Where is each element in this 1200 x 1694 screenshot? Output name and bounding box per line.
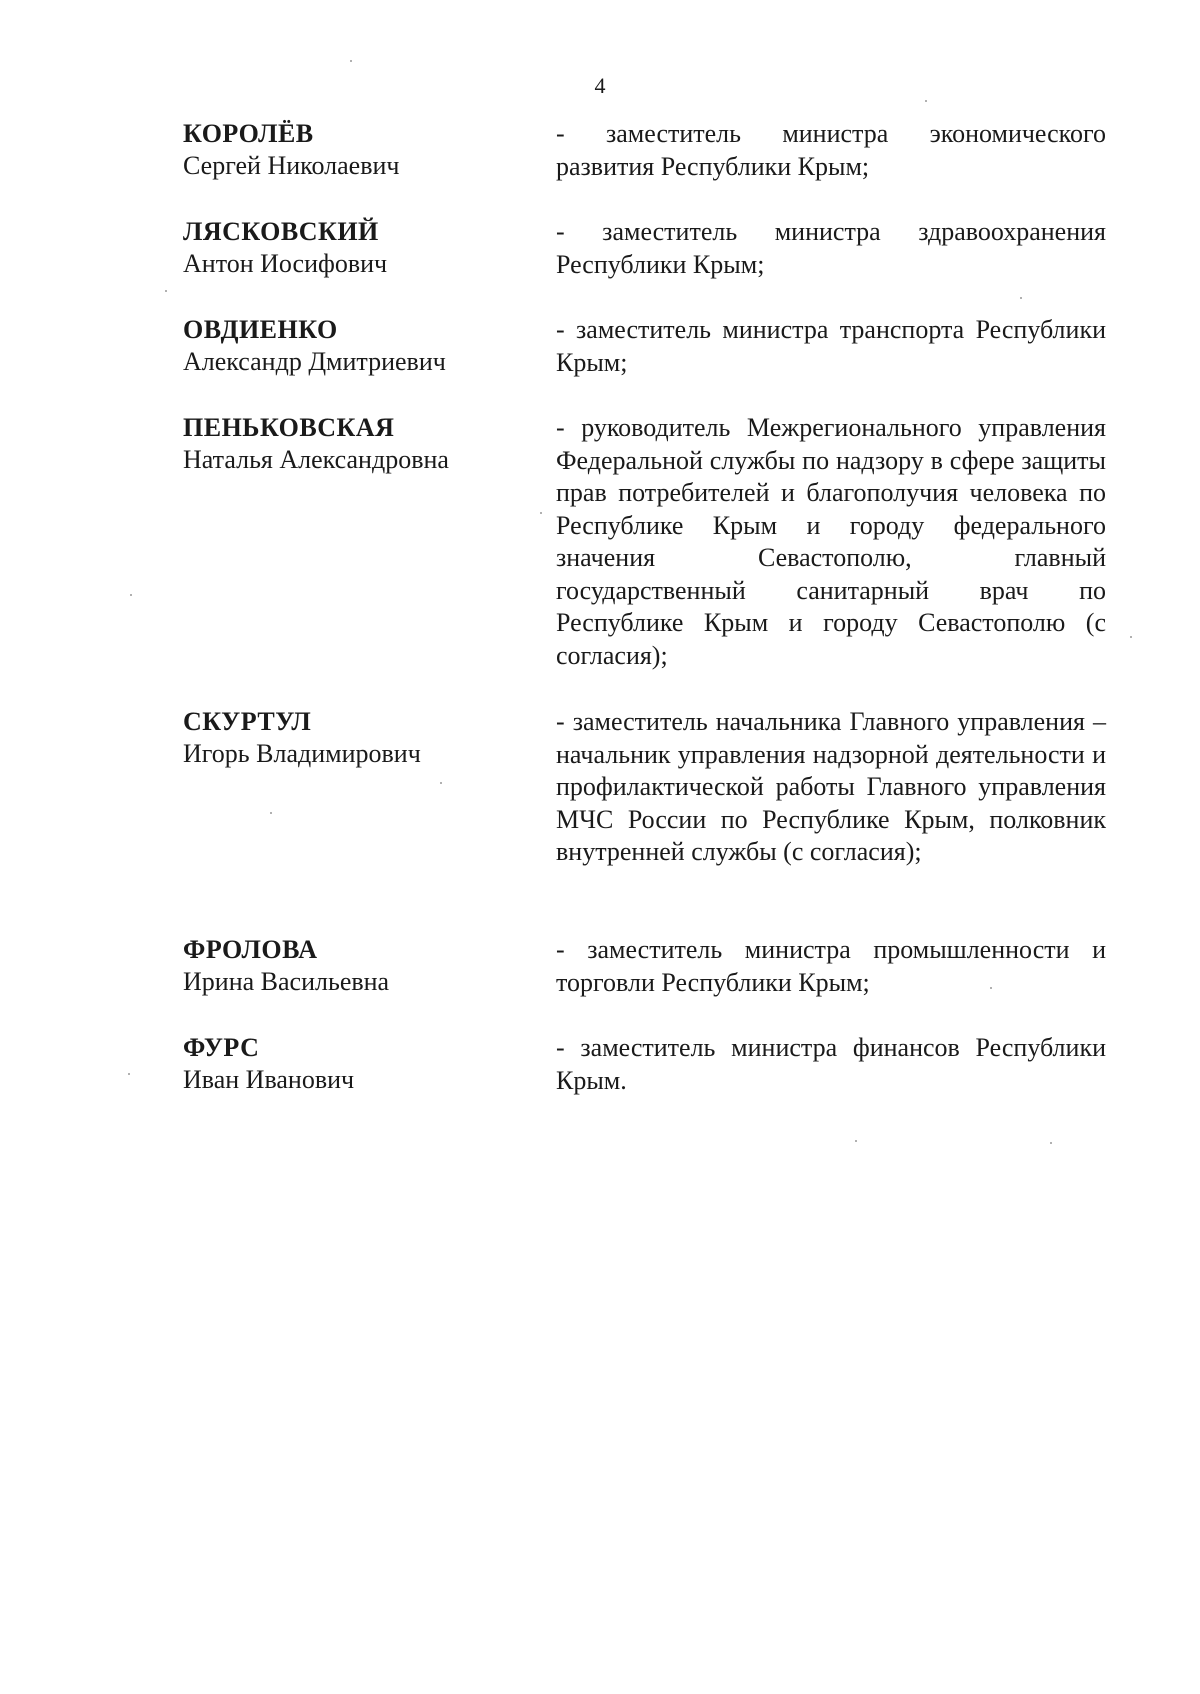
- given-names: Антон Иосифович: [183, 249, 388, 278]
- given-names: Игорь Владимирович: [183, 739, 421, 768]
- position-description: - руководитель Межрегионального управления Федеральной службы по надзору в сфере защиты прав потребителей и благополучия человека по Республике Крым и городу федерального значения Севастополю, главный государственный санитарный врач по Республике Крым и городу Севастополю (с согласия);: [556, 413, 1106, 670]
- scan-speck: [440, 782, 442, 784]
- scan-speck: [540, 512, 542, 514]
- person-name: [183, 314, 523, 378]
- page-number: 4: [594, 73, 606, 98]
- position-description: - заместитель министра промышленности и торговли Республики Крым;: [556, 935, 1106, 997]
- scan-speck: [165, 290, 167, 292]
- position-description: - заместитель министра экономического развития Республики Крым;: [556, 119, 1106, 181]
- scan-speck: [925, 100, 927, 102]
- person-name: [183, 706, 523, 770]
- surname: ФРОЛОВА: [183, 935, 318, 964]
- scan-speck: [990, 987, 992, 989]
- given-names: Александр Дмитриевич: [183, 347, 446, 376]
- surname: ПЕНЬКОВСКАЯ: [183, 413, 395, 442]
- given-names: Наталья Александровна: [183, 445, 449, 474]
- scan-speck: [855, 1140, 857, 1142]
- scan-speck: [1130, 636, 1132, 638]
- scan-speck: [1020, 297, 1022, 299]
- scan-speck: [130, 594, 132, 596]
- scan-speck: [1050, 1142, 1052, 1144]
- person-name: [183, 412, 523, 476]
- person-name: [183, 118, 523, 182]
- given-names: Ирина Васильевна: [183, 967, 390, 996]
- person-name: [183, 1032, 523, 1096]
- scan-speck: [350, 60, 352, 62]
- surname: ФУРС: [183, 1033, 260, 1062]
- scan-speck: [270, 812, 272, 814]
- surname: ОВДИЕНКО: [183, 315, 338, 344]
- given-names: Сергей Николаевич: [183, 151, 400, 180]
- position-description: - заместитель министра транспорта Республики Крым;: [556, 315, 1106, 377]
- surname: ЛЯСКОВСКИЙ: [183, 217, 379, 246]
- position-description: - заместитель начальника Главного управления – начальник управления надзорной деятельности и профилактической работы Главного управления МЧС России по Республике Крым, полковник внутренней службы (с согласия);: [556, 707, 1106, 866]
- surname: СКУРТУЛ: [183, 707, 312, 736]
- scan-speck: [128, 1073, 130, 1075]
- position-description: - заместитель министра здравоохранения Республики Крым;: [556, 217, 1106, 279]
- given-names: Иван Иванович: [183, 1065, 355, 1094]
- person-name: [183, 216, 523, 280]
- surname: КОРОЛЁВ: [183, 119, 314, 148]
- position-description: - заместитель министра финансов Республики Крым.: [556, 1033, 1106, 1095]
- person-name: [183, 934, 523, 998]
